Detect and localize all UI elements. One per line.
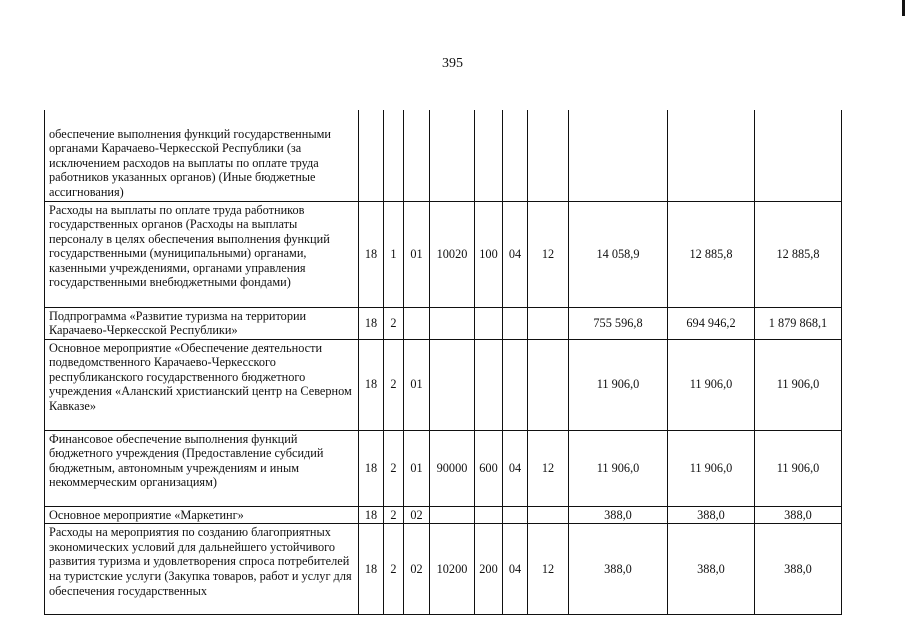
cell-code-3: 02 xyxy=(404,506,430,524)
cell-amount-2: 694 946,2 xyxy=(668,307,755,339)
cell-code-4 xyxy=(430,339,475,430)
cell-amount-1: 755 596,8 xyxy=(569,307,668,339)
cell-code-5: 200 xyxy=(475,524,503,615)
cell-code-7: 12 xyxy=(528,430,569,506)
row-name: Основное мероприятие «Маркетинг» xyxy=(45,506,359,524)
cell-code-2: 2 xyxy=(384,524,404,615)
cell-code-3: 01 xyxy=(404,339,430,430)
cell-code-5 xyxy=(475,506,503,524)
cell-code-2 xyxy=(384,110,404,201)
cell-code-5: 600 xyxy=(475,430,503,506)
cell-amount-3: 388,0 xyxy=(755,506,842,524)
cell-code-1: 18 xyxy=(359,506,384,524)
cell-amount-1 xyxy=(569,110,668,201)
cell-code-3: 01 xyxy=(404,430,430,506)
cell-amount-3: 11 906,0 xyxy=(755,430,842,506)
cell-amount-3 xyxy=(755,110,842,201)
budget-table-body xyxy=(45,110,842,615)
cell-code-7 xyxy=(528,307,569,339)
cell-code-2: 2 xyxy=(384,339,404,430)
table-row xyxy=(45,110,842,201)
cell-amount-3: 388,0 xyxy=(755,524,842,615)
row-name: Расходы на выплаты по оплате труда работников государственных органов (Расходы на выплаты персоналу в целях обеспечения выполнения функций государственными (муниципальными) органами, казенными учреждениями, органами управления государственными внебюджетными фондами) xyxy=(45,201,359,307)
cell-amount-3: 12 885,8 xyxy=(755,201,842,307)
cell-code-4: 90000 xyxy=(430,430,475,506)
cell-amount-1: 388,0 xyxy=(569,524,668,615)
page-number: 395 xyxy=(442,56,463,71)
cell-amount-3: 11 906,0 xyxy=(755,339,842,430)
cell-code-5 xyxy=(475,339,503,430)
cell-code-3: 01 xyxy=(404,201,430,307)
table-row xyxy=(45,430,842,506)
table-row xyxy=(45,201,842,307)
cell-amount-2: 388,0 xyxy=(668,506,755,524)
cell-code-2: 2 xyxy=(384,430,404,506)
cell-code-1: 18 xyxy=(359,524,384,615)
cell-code-7 xyxy=(528,110,569,201)
cell-code-2: 2 xyxy=(384,506,404,524)
cell-amount-1: 11 906,0 xyxy=(569,430,668,506)
cell-code-7 xyxy=(528,339,569,430)
cell-code-7 xyxy=(528,506,569,524)
cell-amount-3: 1 879 868,1 xyxy=(755,307,842,339)
cell-code-4 xyxy=(430,110,475,201)
cell-code-5 xyxy=(475,110,503,201)
table-row xyxy=(45,506,842,524)
cell-amount-1: 11 906,0 xyxy=(569,339,668,430)
row-name: Финансовое обеспечение выполнения функций бюджетного учреждения (Предоставление субсидий бюджетным, автономным учреждениям и иным некоммерческим организациям) xyxy=(45,430,359,506)
cell-amount-2: 12 885,8 xyxy=(668,201,755,307)
cell-code-1 xyxy=(359,110,384,201)
cell-code-3 xyxy=(404,110,430,201)
row-name: Основное мероприятие «Обеспечение деятельности подведомственного Карачаево-Черкесского республиканского государственного бюджетного учреждения «Аланский христианский центр на Северном Кавказе» xyxy=(45,339,359,430)
cell-amount-2: 388,0 xyxy=(668,524,755,615)
cell-code-6 xyxy=(503,339,528,430)
cell-code-1: 18 xyxy=(359,430,384,506)
cell-code-4 xyxy=(430,506,475,524)
cell-code-4 xyxy=(430,307,475,339)
row-name: Расходы на мероприятия по созданию благоприятных экономических условий для дальнейшего устойчивого развития туризма и удовлетворения спроса потребителей на туристские услуги (Закупка товаров, работ и услуг для обеспечения государственных xyxy=(45,524,359,615)
budget-table xyxy=(44,110,842,615)
table-row xyxy=(45,339,842,430)
cell-code-6 xyxy=(503,506,528,524)
row-name: обеспечение выполнения функций государственными органами Карачаево-Черкесской Республики (за исключением расходов на выплаты по оплате труда работников указанных органов) (Иные бюджетные ассигнования) xyxy=(45,110,359,201)
cell-code-7: 12 xyxy=(528,524,569,615)
cell-amount-1: 14 058,9 xyxy=(569,201,668,307)
cell-amount-2: 11 906,0 xyxy=(668,430,755,506)
cell-code-4: 10020 xyxy=(430,201,475,307)
cell-code-7: 12 xyxy=(528,201,569,307)
cell-code-1: 18 xyxy=(359,201,384,307)
cell-code-6: 04 xyxy=(503,430,528,506)
cell-amount-1: 388,0 xyxy=(569,506,668,524)
table-row xyxy=(45,307,842,339)
table-row xyxy=(45,524,842,615)
cell-code-6 xyxy=(503,307,528,339)
cell-amount-2: 11 906,0 xyxy=(668,339,755,430)
cell-code-5 xyxy=(475,307,503,339)
cell-code-5: 100 xyxy=(475,201,503,307)
cell-code-6: 04 xyxy=(503,201,528,307)
cell-code-4: 10200 xyxy=(430,524,475,615)
cell-code-2: 2 xyxy=(384,307,404,339)
cell-code-1: 18 xyxy=(359,339,384,430)
row-name: Подпрограмма «Развитие туризма на территории Карачаево-Черкесской Республики» xyxy=(45,307,359,339)
cell-code-2: 1 xyxy=(384,201,404,307)
cell-code-3: 02 xyxy=(404,524,430,615)
cell-code-6: 04 xyxy=(503,524,528,615)
cell-code-6 xyxy=(503,110,528,201)
cell-amount-2 xyxy=(668,110,755,201)
cell-code-3 xyxy=(404,307,430,339)
cell-code-1: 18 xyxy=(359,307,384,339)
